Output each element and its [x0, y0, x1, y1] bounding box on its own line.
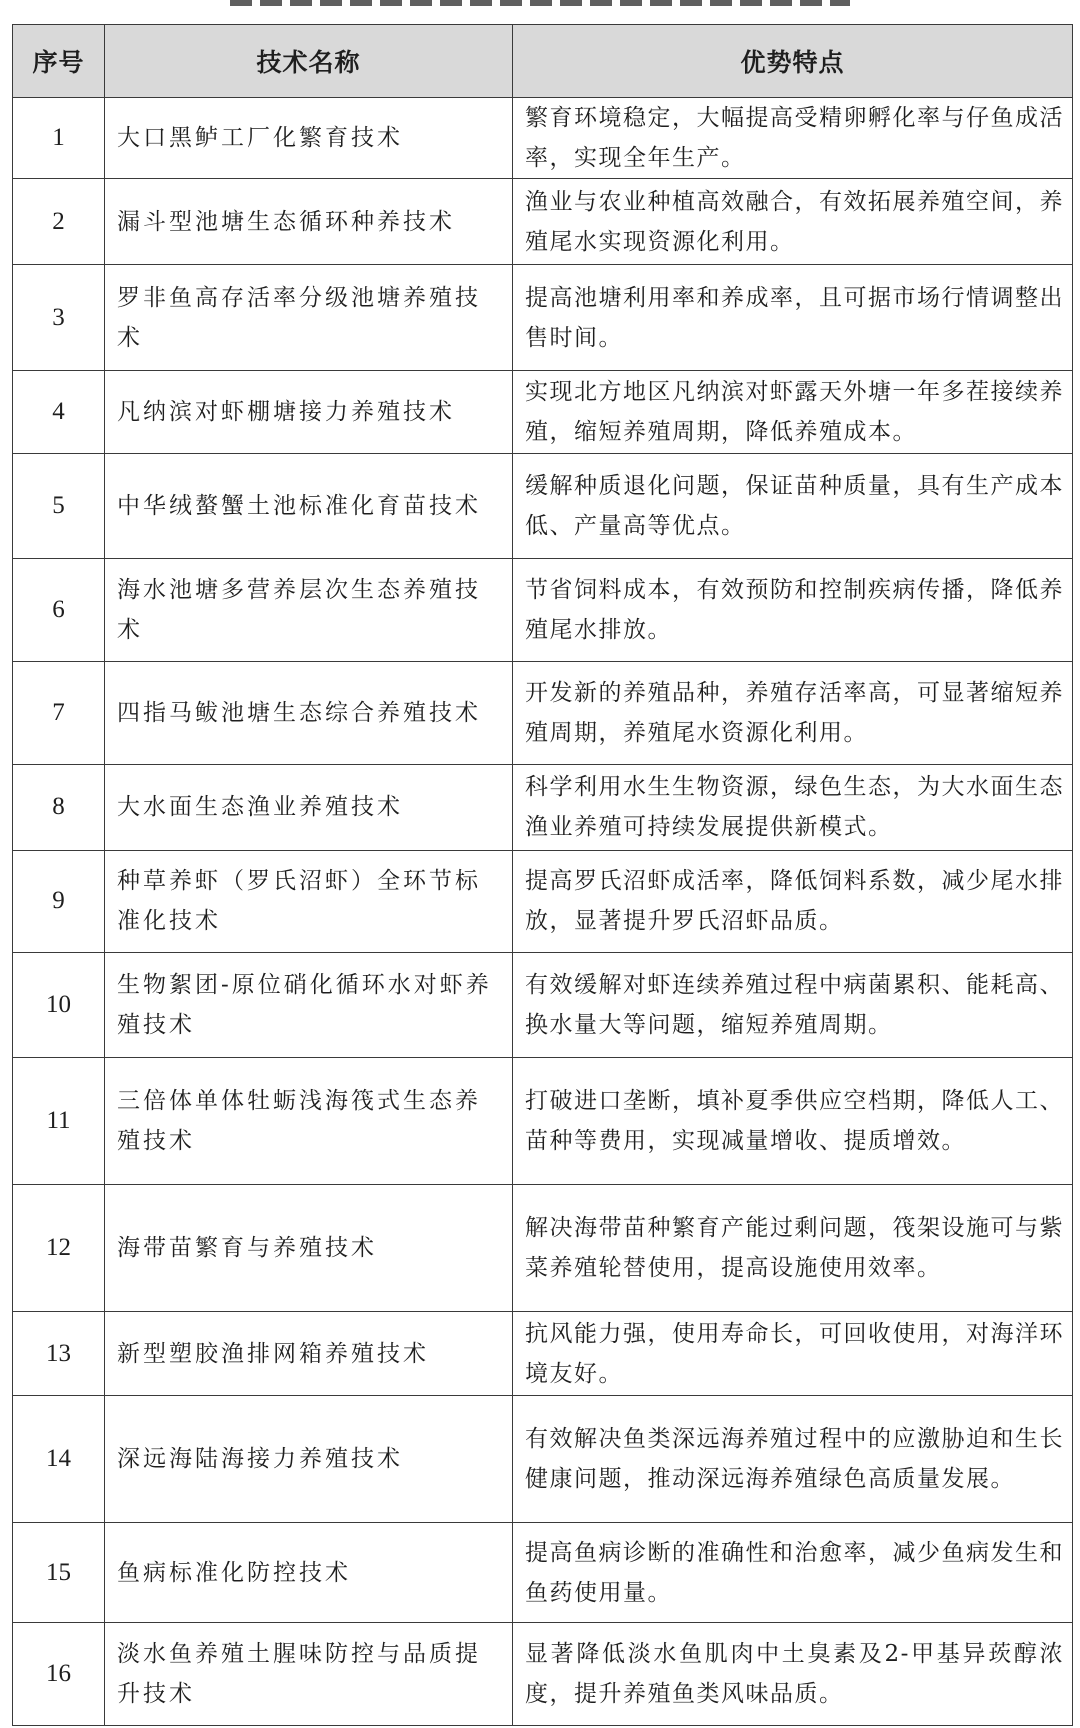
technology-name: 鱼病标准化防控技术	[105, 1522, 513, 1622]
table-row	[13, 98, 1073, 179]
technology-name: 大水面生态渔业养殖技术	[105, 765, 513, 850]
technology-name: 中华绒螯蟹土池标准化育苗技术	[105, 453, 513, 559]
advantage-text: 提高池塘利用率和养成率，且可据市场行情调整出售时间。	[513, 264, 1073, 371]
row-number: 13	[13, 1311, 105, 1395]
table-row	[13, 1396, 1073, 1523]
technology-name: 凡纳滨对虾棚塘接力养殖技术	[105, 371, 513, 453]
advantage-text: 有效解决鱼类深远海养殖过程中的应激胁迫和生长健康问题，推动深远海养殖绿色高质量发展。	[513, 1396, 1073, 1523]
advantage-text: 繁育环境稳定，大幅提高受精卵孵化率与仔鱼成活率，实现全年生产。	[513, 98, 1073, 179]
advantage-text: 科学利用水生生物资源，绿色生态，为大水面生态渔业养殖可持续发展提供新模式。	[513, 765, 1073, 850]
row-number: 10	[13, 953, 105, 1058]
row-number: 5	[13, 453, 105, 559]
technology-name: 海水池塘多营养层次生态养殖技术	[105, 559, 513, 662]
technology-name: 海带苗繁育与养殖技术	[105, 1185, 513, 1312]
table-row	[13, 453, 1073, 559]
table-row	[13, 850, 1073, 953]
technology-table	[12, 24, 1073, 1726]
table-row	[13, 1311, 1073, 1395]
table-header-row	[13, 25, 1073, 98]
technology-name: 罗非鱼高存活率分级池塘养殖技术	[105, 264, 513, 371]
technology-name: 深远海陆海接力养殖技术	[105, 1396, 513, 1523]
technology-name: 种草养虾（罗氏沼虾）全环节标准化技术	[105, 850, 513, 953]
row-number: 6	[13, 559, 105, 662]
row-number: 8	[13, 765, 105, 850]
row-number: 1	[13, 98, 105, 179]
technology-name: 淡水鱼养殖土腥味防控与品质提升技术	[105, 1623, 513, 1726]
row-number: 15	[13, 1522, 105, 1622]
table-row	[13, 1185, 1073, 1312]
table-row	[13, 661, 1073, 765]
advantage-text: 抗风能力强，使用寿命长，可回收使用，对海洋环境友好。	[513, 1311, 1073, 1395]
advantage-text: 解决海带苗种繁育产能过剩问题，筏架设施可与紫菜养殖轮替使用，提高设施使用效率。	[513, 1185, 1073, 1312]
advantage-text: 有效缓解对虾连续养殖过程中病菌累积、能耗高、换水量大等问题，缩短养殖周期。	[513, 953, 1073, 1058]
technology-name: 新型塑胶渔排网箱养殖技术	[105, 1311, 513, 1395]
header-advantages: 优势特点	[513, 25, 1073, 98]
row-number: 16	[13, 1623, 105, 1726]
advantage-text: 提高罗氏沼虾成活率，降低饲料系数，减少尾水排放，显著提升罗氏沼虾品质。	[513, 850, 1073, 953]
technology-name: 四指马鲅池塘生态综合养殖技术	[105, 661, 513, 765]
table-row	[13, 1522, 1073, 1622]
technology-name: 漏斗型池塘生态循环种养技术	[105, 179, 513, 264]
advantage-text: 打破进口垄断，填补夏季供应空档期，降低人工、苗种等费用，实现减量增收、提质增效。	[513, 1057, 1073, 1185]
table-row	[13, 765, 1073, 850]
row-number: 11	[13, 1057, 105, 1185]
row-number: 12	[13, 1185, 105, 1312]
table-row	[13, 1057, 1073, 1185]
row-number: 7	[13, 661, 105, 765]
table-row	[13, 953, 1073, 1058]
technology-name: 大口黑鲈工厂化繁育技术	[105, 98, 513, 179]
row-number: 3	[13, 264, 105, 371]
row-number: 4	[13, 371, 105, 453]
advantage-text: 节省饲料成本，有效预防和控制疾病传播，降低养殖尾水排放。	[513, 559, 1073, 662]
advantage-text: 实现北方地区凡纳滨对虾露天外塘一年多茬接续养殖，缩短养殖周期，降低养殖成本。	[513, 371, 1073, 453]
advantage-text: 提高鱼病诊断的准确性和治愈率，减少鱼病发生和鱼药使用量。	[513, 1522, 1073, 1622]
clipped-caption-remnant	[230, 0, 850, 10]
table-row	[13, 264, 1073, 371]
advantage-text: 开发新的养殖品种，养殖存活率高，可显著缩短养殖周期，养殖尾水资源化利用。	[513, 661, 1073, 765]
row-number: 14	[13, 1396, 105, 1523]
header-technology-name: 技术名称	[105, 25, 513, 98]
advantage-text: 缓解种质退化问题，保证苗种质量，具有生产成本低、产量高等优点。	[513, 453, 1073, 559]
header-serial-number: 序号	[13, 25, 105, 98]
table-row	[13, 559, 1073, 662]
advantage-text: 渔业与农业种植高效融合，有效拓展养殖空间，养殖尾水实现资源化利用。	[513, 179, 1073, 264]
table-row	[13, 179, 1073, 264]
row-number: 2	[13, 179, 105, 264]
table-row	[13, 371, 1073, 453]
advantage-text: 显著降低淡水鱼肌肉中土臭素及2-甲基异莰醇浓度，提升养殖鱼类风味品质。	[513, 1623, 1073, 1726]
technology-name: 生物絮团-原位硝化循环水对虾养殖技术	[105, 953, 513, 1058]
table-row	[13, 1623, 1073, 1726]
technology-name: 三倍体单体牡蛎浅海筏式生态养殖技术	[105, 1057, 513, 1185]
row-number: 9	[13, 850, 105, 953]
